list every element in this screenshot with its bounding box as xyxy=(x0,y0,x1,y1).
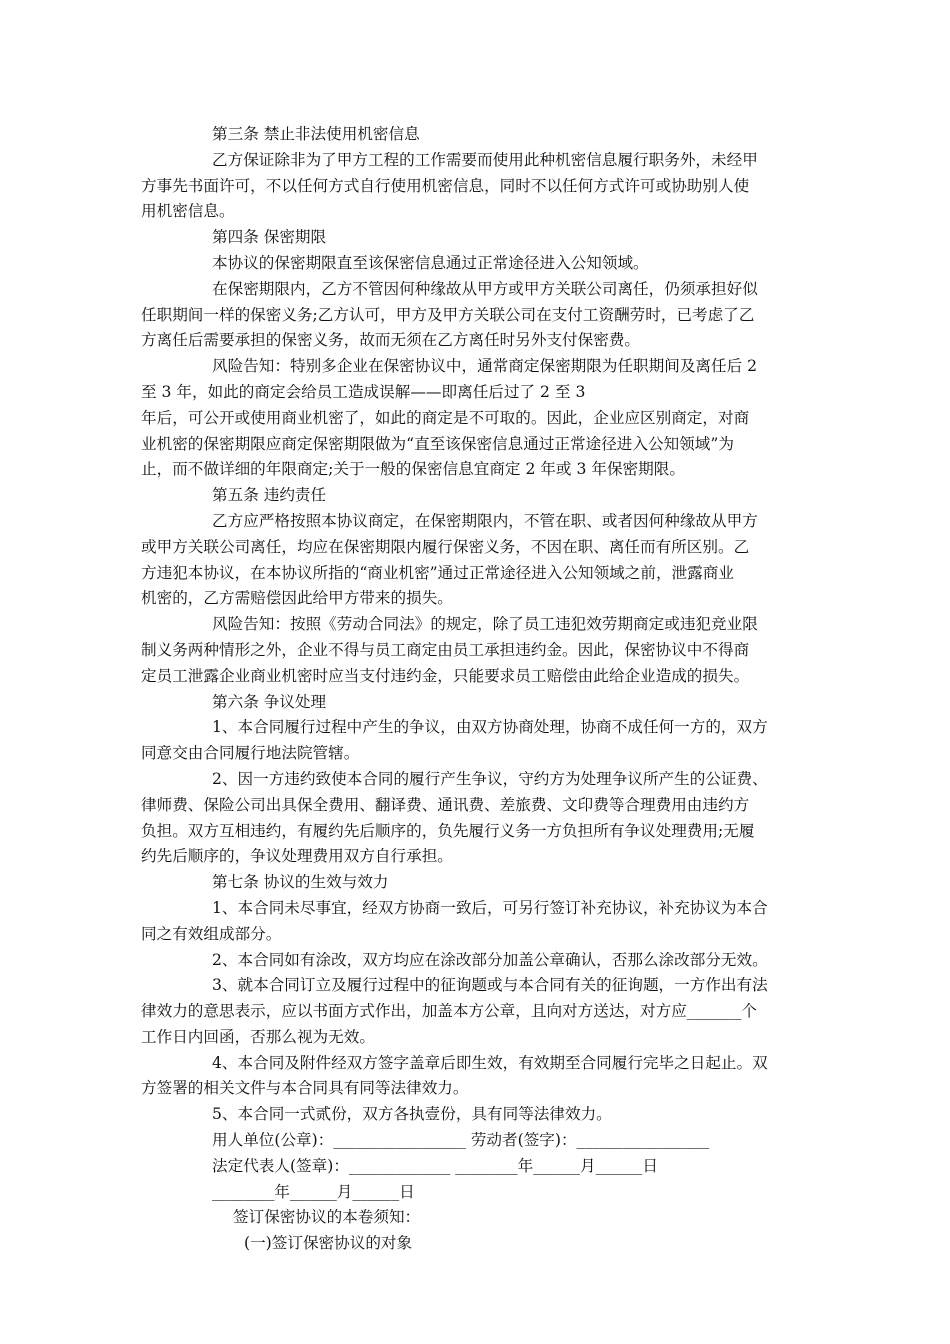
text-line: 在保密期限内，乙方不管因何种缘故从甲方或甲方关联公司离任，仍须承担好似 xyxy=(212,279,758,298)
text-line: 风险告知：按照《劳动合同法》的规定，除了员工违犯效劳期商定或违犯竞业限 xyxy=(212,615,758,634)
text-line: 签订保密协议的本卷须知： xyxy=(233,1208,421,1227)
text-line: 制义务两种情形之外，企业不得与员工商定由员工承担违约金。因此，保密协议中不得商 xyxy=(141,640,750,659)
section-heading: 第四条 保密期限 xyxy=(212,228,327,247)
text-line: 负担。双方互相违约，有履约先后顺序的，负先履行义务一方负担所有争议处理费用;无履 xyxy=(141,821,755,840)
text-line: 同之有效组成部分。 xyxy=(141,924,282,943)
section-heading: 第五条 违约责任 xyxy=(212,486,327,505)
text-line: 或甲方关联公司离任，均应在保密期限内履行保密义务，不因在职、离任而有所区别。乙 xyxy=(141,537,750,556)
text-line: 止，而不做详细的年限商定;关于一般的保密信息宜商定 2 年或 3 年保密期限。 xyxy=(141,460,685,479)
text-line: 约先后顺序的，争议处理费用双方自行承担。 xyxy=(141,847,453,866)
text-line: 方事先书面许可，不以任何方式自行使用机密信息，同时不以任何方式许可或协助别人使 xyxy=(141,176,750,195)
text-line: 至 3 年，如此的商定会给员工造成误解——即离任后过了 2 至 3 xyxy=(141,382,586,401)
text-line: 5、本合同一式贰份，双方各执壹份，具有同等法律效力。 xyxy=(212,1105,612,1124)
text-line: 同意交由合同履行地法院管辖。 xyxy=(141,744,360,763)
text-line: 用机密信息。 xyxy=(141,202,235,221)
text-line: 方违犯本协议，在本协议所指的“商业机密”通过正常途径进入公知领域之前，泄露商业 xyxy=(141,563,734,582)
text-line: 方签署的相关文件与本合同具有同等法律效力。 xyxy=(141,1079,469,1098)
text-line: (一)签订保密协议的对象 xyxy=(244,1234,413,1253)
text-line: 工作日内回函，否那么视为无效。 xyxy=(141,1027,375,1046)
text-line: 律师费、保险公司出具保全费用、翻译费、通讯费、差旅费、文印费等合理费用由违约方 xyxy=(141,795,750,814)
text-line: 用人单位(公章)：_________________ 劳动者(签字)：_________________ xyxy=(212,1131,710,1150)
text-line: 定员工泄露企业商业机密时应当支付违约金，只能要求员工赔偿由此给企业造成的损失。 xyxy=(141,666,750,685)
text-line: 本协议的保密期限直至该保密信息通过正常途径进入公知领域。 xyxy=(212,253,649,272)
text-line: 乙方应严格按照本协议商定，在保密期限内，不管在职、或者因何种缘故从甲方 xyxy=(212,511,758,530)
text-line: 风险告知：特别多企业在保密协议中，通常商定保密期限为任职期间及离任后 2 xyxy=(212,357,758,376)
section-heading: 第七条 协议的生效与效力 xyxy=(212,873,389,892)
text-line: 机密的，乙方需赔偿因此给甲方带来的损失。 xyxy=(141,589,453,608)
text-line: ________年______月______日 xyxy=(212,1182,415,1201)
text-line: 1、本合同履行过程中产生的争议，由双方协商处理，协商不成任何一方的，双方 xyxy=(212,718,768,737)
document-body xyxy=(141,122,809,1257)
text-line: 方离任后需要承担的保密义务，故而无须在乙方离任时另外支付保密费。 xyxy=(141,331,641,350)
text-line: 2、因一方违约致使本合同的履行产生争议，守约方为处理争议所产生的公证费、 xyxy=(212,769,768,788)
section-heading: 第六条 争议处理 xyxy=(212,692,327,711)
text-line: 业机密的保密期限应商定保密期限做为“直至该保密信息通过正常途径进入公知领域”为 xyxy=(141,434,734,453)
text-line: 4、本合同及附件经双方签字盖章后即生效，有效期至合同履行完毕之日起止。双 xyxy=(212,1053,768,1072)
text-line: 年后，可公开或使用商业机密了，如此的商定是不可取的。因此，企业应区别商定，对商 xyxy=(141,408,750,427)
text-line: 3、就本合同订立及履行过程中的征询题或与本合同有关的征询题，一方作出有法 xyxy=(212,976,768,995)
text-line: 律效力的意思表示，应以书面方式作出，加盖本方公章，且向对方送达，对方应_______个 xyxy=(141,1002,757,1021)
text-line: 任职期间一样的保密义务;乙方认可，甲方及甲方关联公司在支付工资酬劳时，已考虑了乙 xyxy=(141,305,755,324)
text-line: 法定代表人(签章)：_____________ ________年______月______日 xyxy=(212,1156,658,1175)
text-line: 2、本合同如有涂改，双方均应在涂改部分加盖公章确认，否那么涂改部分无效。 xyxy=(212,950,768,969)
text-line: 乙方保证除非为了甲方工程的工作需要而使用此种机密信息履行职务外，未经甲 xyxy=(212,150,758,169)
section-heading: 第三条 禁止非法使用机密信息 xyxy=(212,125,420,143)
text-line: 1、本合同未尽事宜，经双方协商一致后，可另行签订补充协议，补充协议为本合 xyxy=(212,898,768,917)
